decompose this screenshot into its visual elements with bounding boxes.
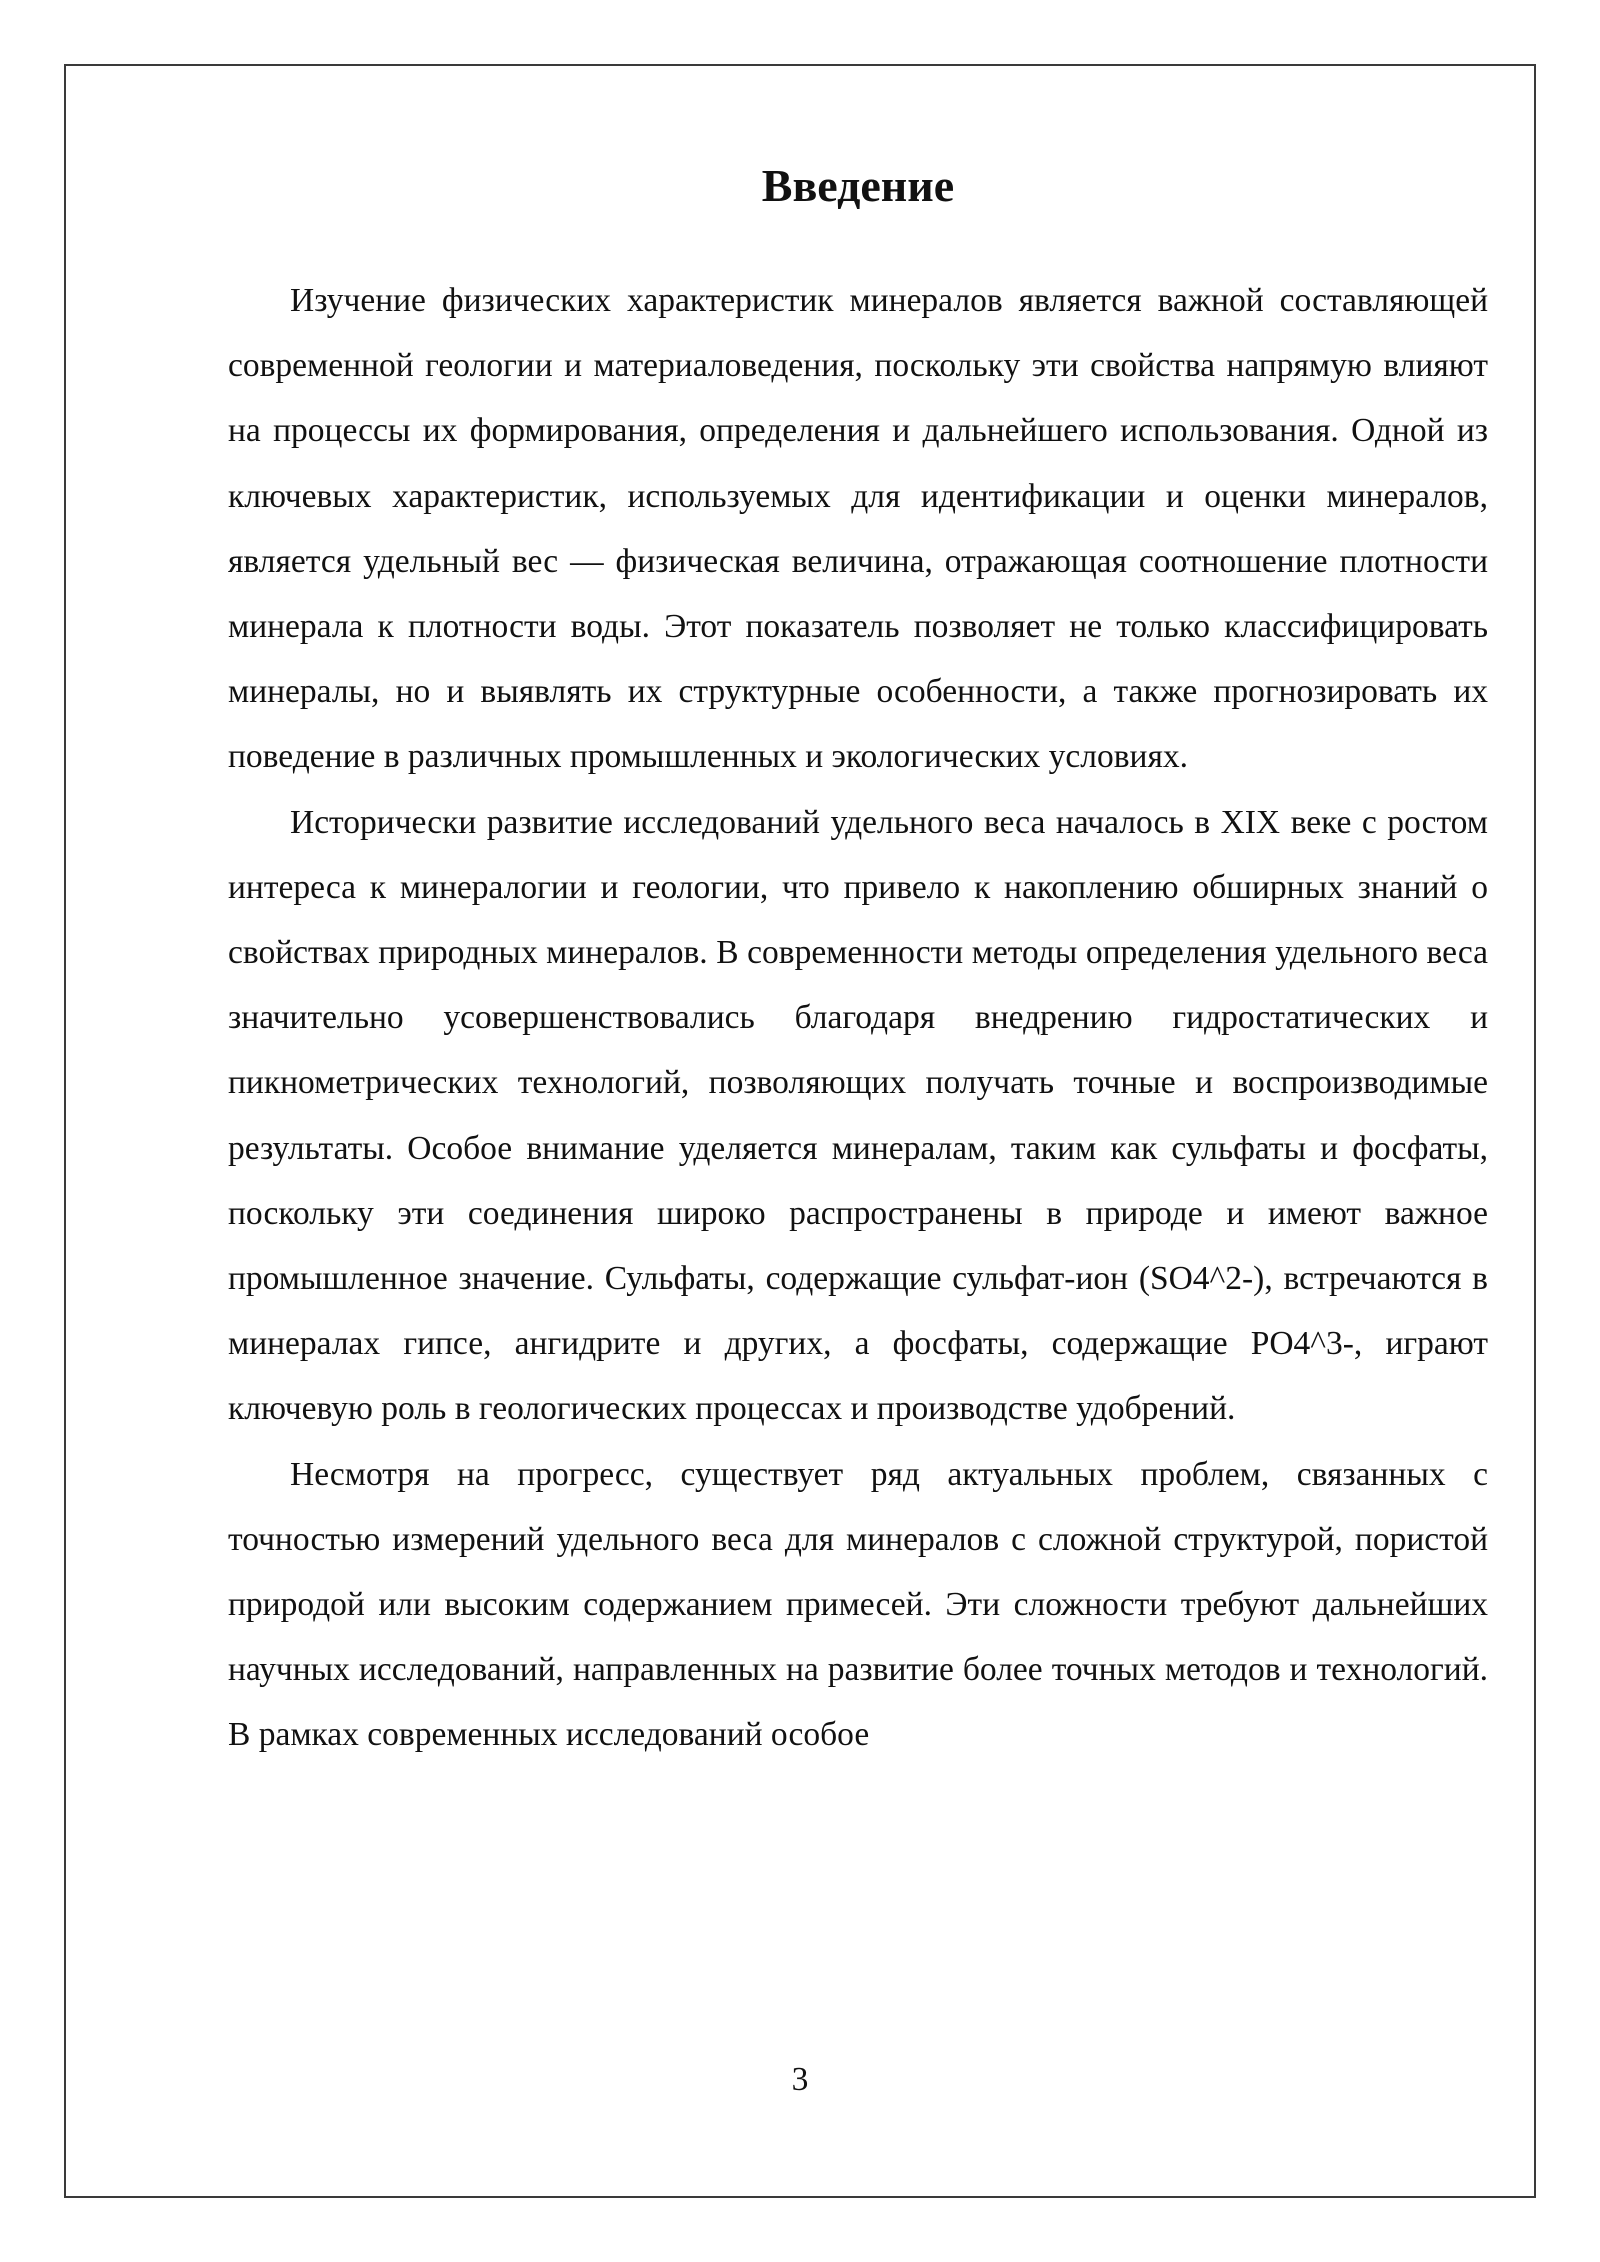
page-number: 3: [791, 2061, 809, 2098]
paragraph-1: Изучение физических характеристик минералов является важной составляющей современной геологии и материаловедения, поскольку эти свойства напрямую влияют на процессы их формирования, определения и дальнейшего использования. Одной из ключевых характеристик, используемых для идентификации и оценки минералов, является удельный вес — физическая величина, отражающая соотношение плотности минерала к плотности воды. Этот показатель позволяет не только классифицировать минералы, но и выявлять их структурные особенности, а также прогнозировать их поведение в различных промышленных и экологических условиях.: [228, 282, 1488, 776]
page-title: Введение: [761, 160, 955, 211]
paragraph-2: Исторически развитие исследований удельного веса началось в XIX веке с ростом интереса к минералогии и геологии, что привело к накоплению обширных знаний о свойствах природных минералов. В современности методы определения удельного веса значительно усовершенствовались благодаря внедрению гидростатических и пикнометрических технологий, позволяющих получать точные и воспроизводимые результаты. Особое внимание уделяется минералам, таким как сульфаты и фосфаты, поскольку эти соединения широко распространены в природе и имеют важное промышленное значение. Сульфаты, содержащие сульфат-ион (SO4^2-), встречаются в минералах гипсе, ангидрите и других, а фосфаты, содержащие PO4^3-, играют ключевую роль в геологических процессах и производстве удобрений.: [228, 803, 1488, 1428]
paragraph-3: Несмотря на прогресс, существует ряд актуальных проблем, связанных с точностью измерений удельного веса для минералов с сложной структурой, пористой природой или высоким содержанием примесей. Эти сложности требуют дальнейших научных исследований, направленных на развитие более точных методов и технологий. В рамках современных исследований особое: [228, 1455, 1488, 1754]
document-body: [228, 150, 1488, 1768]
